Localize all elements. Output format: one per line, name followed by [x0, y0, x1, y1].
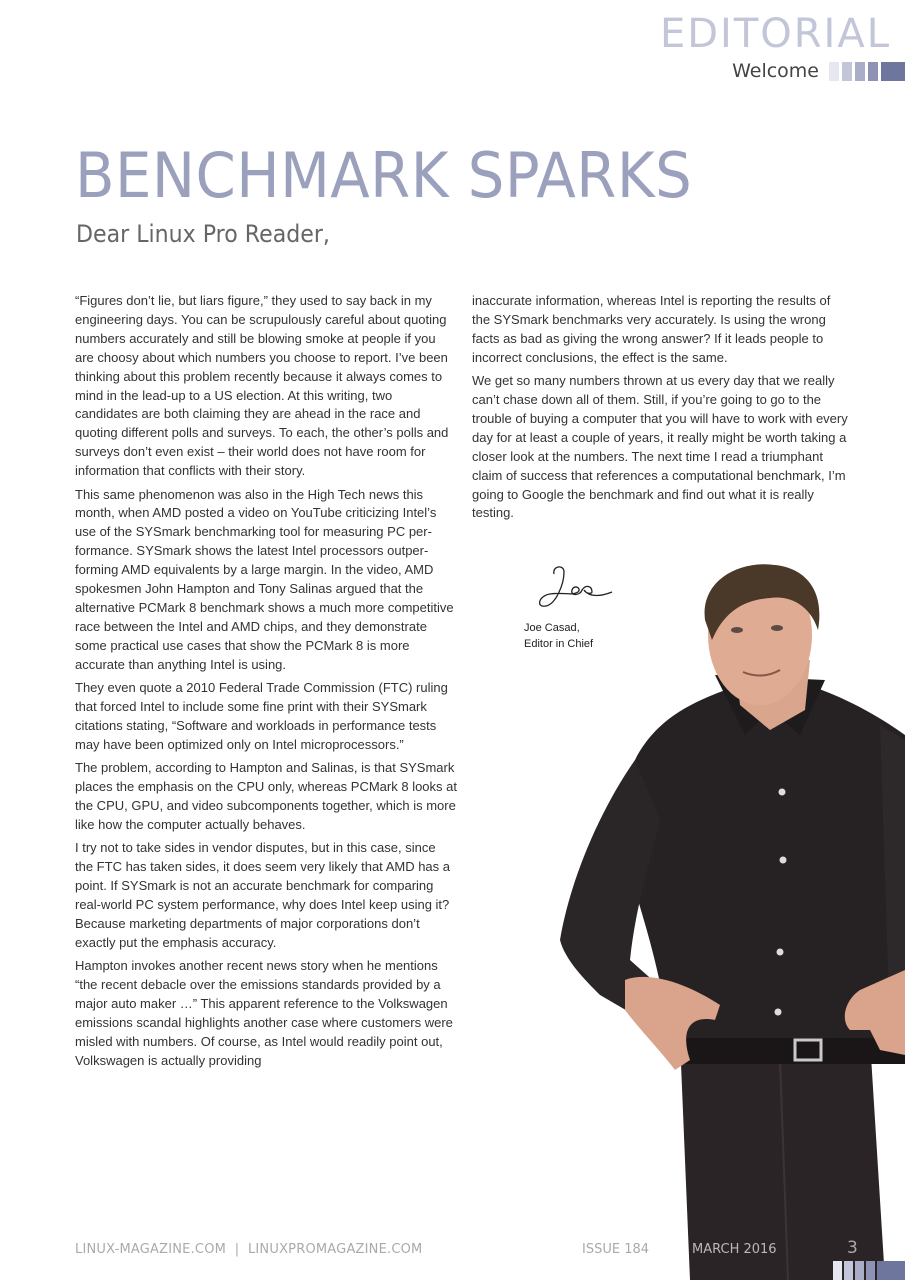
footer-websites: LINUX-MAGAZINE.COM | LINUXPROMAGAZINE.COM	[75, 1242, 423, 1257]
footer-date: MARCH 2016	[692, 1242, 777, 1257]
color-bar	[881, 62, 905, 81]
color-bar	[855, 1261, 864, 1280]
article-headline: BENCHMARK SPARKS	[75, 139, 693, 212]
footer-issue: ISSUE 184	[582, 1242, 650, 1257]
paragraph: I try not to take sides in vendor disputes, but in this case, since the FTC has taken sides, it does seem very likely that AMD has a point. If SYSmark is not an accurate benchmark for comparing real-world PC system performance, why does Intel keep using it? Because marketing departments of major corporations don’t exactly put the emphasis accuracy.	[75, 840, 450, 950]
signature-name: Joe Casad,	[524, 622, 580, 634]
signature-title: Editor in Chief	[524, 638, 594, 650]
color-bar	[829, 62, 839, 81]
paragraph: They even quote a 2010 Federal Trade Commission (FTC) ruling that forced Intel to include some fine print with their SYSmark citations stating, “Software and workloads in performance tests may have been optimized only on Intel microprocessors.”	[75, 680, 448, 752]
article-column-right	[472, 292, 852, 528]
paragraph: This same phenomenon was also in the High Tech news this month, when AMD posted a video on YouTube criticizing Intel’s use of the SYSmark benchmarking tool for measuring PC performance. SYSmark shows the latest Intel processors outperforming AMD equivalents by a large margin. In the video, AMD spokesmen John Hampton and Tony Salinas argued that the alternative PCMark 8 benchmark shows a much more competitive race between the Intel and AMD chips, and they demonstrate some practical use cases that show the PCMark 8 is more accurate than anything Intel is using.	[75, 486, 454, 672]
section-subtitle: Welcome	[732, 60, 819, 82]
signature-block	[524, 620, 593, 652]
article-column-left	[75, 292, 457, 1075]
color-bar	[868, 62, 878, 81]
color-bar	[842, 62, 852, 81]
paragraph: “Figures don’t lie, but liars figure,” they used to say back in my engineering days. You can be scrupulously careful about quoting numbers accurately and still be blowing smoke at people if you are choosy about which numbers you choose to report. I’ve been thinking about this problem recently because it always comes to mind in the lead-up to a US election. At this writing, two candidates are both claiming they are ahead in the race and quoting different polls and surveys. To each, the other’s polls and surveys don’t even exist – their world does not have room for information that conflicts with their story.	[75, 293, 449, 479]
page-number: 3	[847, 1238, 858, 1258]
color-bar	[877, 1261, 905, 1280]
paragraph: Hampton invokes another recent news story when he mentions “the recent debacle over the emissions standards provided by a major auto maker …” This apparent reference to the Volkswagen emissions scandal highlights another case where customers were misled with numbers. Of course, as Intel would readily point out, Volkswagen is actually providing	[75, 958, 453, 1068]
section-title: EDITORIAL	[659, 11, 891, 57]
color-bar	[855, 62, 865, 81]
signature-icon	[534, 564, 614, 614]
article-salutation: Dear Linux Pro Reader,	[76, 220, 330, 248]
footer-color-bars	[833, 1261, 905, 1280]
section-header	[660, 10, 891, 58]
color-bar	[866, 1261, 875, 1280]
color-bar	[844, 1261, 853, 1280]
section-color-bars	[829, 62, 905, 81]
paragraph: The problem, according to Hampton and Salinas, is that SYSmark places the emphasis on the CPU only, whereas PCMark 8 looks at the CPU, GPU, and video subcomponents together, which is more like how the computer actually behaves.	[75, 760, 457, 832]
editor-photo	[540, 560, 905, 1280]
color-bar	[833, 1261, 842, 1280]
paragraph: inaccurate information, whereas Intel is reporting the results of the SYSmark benchmarks very accurately. Is using the wrong facts as bad as giving the wrong answer? If it leads people to incorrect conclusions, the effect is the same.	[472, 293, 831, 365]
section-subheader	[732, 60, 905, 82]
paragraph: We get so many numbers thrown at us every day that we really can’t chase down all of them. Still, if you’re going to go to the trouble of buying a computer that you will have to work with every day for at least a couple of years, it really might be worth taking a closer look at the numbers. The next time I read a triumphant claim of success that references a computational benchmark, I’m going to Google the benchmark and find out what it is really testing.	[472, 373, 848, 521]
